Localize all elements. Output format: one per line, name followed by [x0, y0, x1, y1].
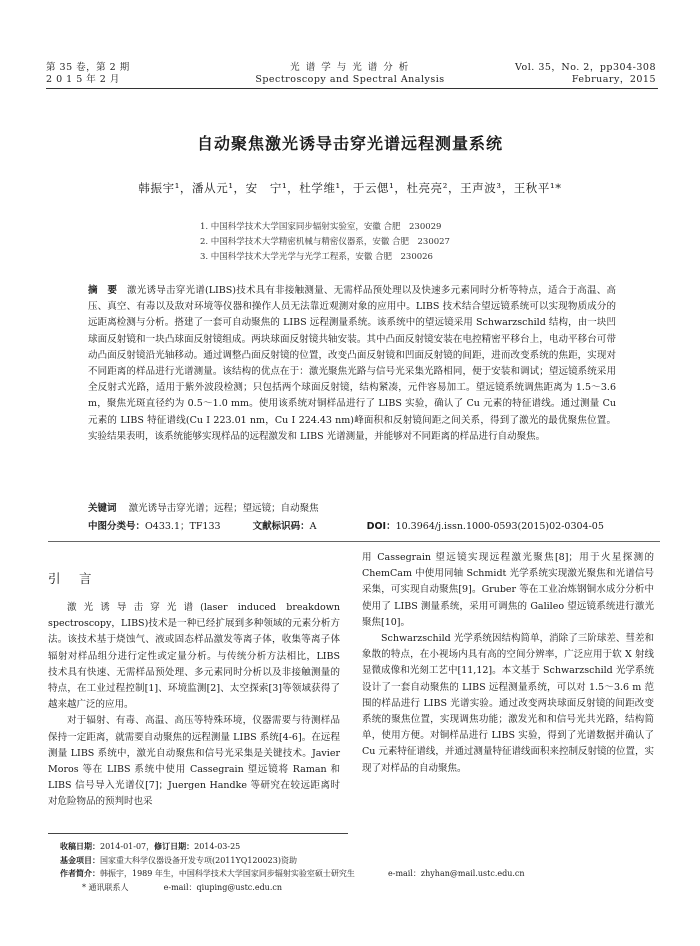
keywords — [88, 500, 319, 514]
doc-code-label: 文献标识码： — [252, 521, 310, 532]
abstract-divider — [48, 541, 660, 542]
footnotes — [60, 840, 660, 894]
corresponding-email: e-mail：qiuping@ustc.edu.cn — [163, 882, 283, 892]
affiliation-item: 3. 中国科学技术大学光学与光学工程系，安徽 合肥 230026 — [200, 252, 433, 262]
bio-email: e-mail：zhyhan@mail.ustc.edu.cn — [388, 869, 525, 878]
body-paragraph: 激光诱导击穿光谱(laser induced breakdown spectroscopy，LIBS)技术是一种已经扩展到多种领域的元素分析方法。该技术基于烧蚀气、液或固态样品激发等离子体，收集等离子体辐射对样品组分进行定性或定量分析。与传统分析方法相比，LIBS 技术具有快速、无需样品预处理、多元素同时分析以及非接触测量的特点，在工业过程控制[1]、环境监测[2]、太空探索[3]等领域获得了越来越广泛的应用。 — [48, 602, 340, 711]
body-paragraph: 对于辐射、有毒、高温、高压等特殊环境，仪器需要与待测样品保持一定距离，就需要自动聚焦的远程测量 LIBS 系统[4-6]。在远程测量 LIBS 系统中，激光自动聚焦和信号光采集是关键技术。Javier Moros 等在 LIBS 系统中使用 Cassegrain 望远镜将 Raman 和 LIBS 信号导入光谱仪[7]；Juergen Handke 等研究在较远距离时对危险物品的预判时也采 — [48, 715, 340, 808]
author-list: 韩振宇¹，潘从元¹，安 宁¹，杜学维¹，于云偲¹，杜亮亮²，王声波³，王秋平¹* — [138, 181, 562, 195]
doc-code-value: A — [309, 521, 317, 532]
header-journal-cn: 光 谱 学 与 光 谱 分 析 — [290, 62, 410, 73]
affiliation-item: 2. 中国科学技术大学精密机械与精密仪器系，安徽 合肥 230027 — [200, 237, 450, 247]
classification-line — [88, 518, 648, 532]
paper-title: 自动聚焦激光诱导击穿光谱远程测量系统 — [196, 134, 503, 153]
clc-label: 中图分类号： — [88, 521, 146, 532]
journal-volume-issue — [46, 62, 130, 86]
body-column-right — [362, 550, 654, 777]
doi-value: 10.3964/j.issn.1000-0593(2015)02-0304-05 — [395, 521, 604, 532]
fund-label: 基金项目： — [60, 855, 100, 865]
fund-text: 国家重大科学仪器设备开发专项(2011YQ120023)资助 — [100, 855, 297, 865]
header-month: February，2015 — [571, 74, 656, 85]
footnote-dates — [60, 840, 660, 854]
keywords-label: 关键词 — [88, 503, 117, 514]
revised-date: 2014-03-25 — [194, 842, 241, 851]
journal-name — [200, 62, 500, 86]
footnote-rule — [48, 833, 348, 834]
clc-value: O433.1；TF133 — [145, 521, 221, 532]
footnote-fund — [60, 854, 660, 868]
header-volume: 第 35 卷，第 2 期 — [46, 62, 130, 73]
header-rule — [46, 88, 658, 89]
doi-label: DOI： — [366, 521, 396, 532]
affiliation-item: 1. 中国科学技术大学国家同步辐射实验室，安徽 合肥 230029 — [200, 222, 442, 232]
footnote-corresponding — [60, 881, 660, 895]
affiliations — [200, 220, 450, 265]
abstract-label: 摘 要 — [88, 285, 118, 296]
abstract-text: 激光诱导击穿光谱(LIBS)技术具有非接触测量、无需样品预处理以及快速多元素同时分析等特点，适合于高温、高压、真空、有毒以及敌对环境等仪器和操作人员无法靠近观测对象的应用中。LIBS 技术结合望远镜系统可以实现物质成分的远距离检测与分析。搭建了一套可自动聚焦的 LIBS 远程测量系统。该系统中的望远镜采用 Schwarzschild 结构，由一块凹球面反射镜和一块凸球面反射镜组成。两块球面反射镜共轴安装。其中凸面反射镜安装在电控精密平移台上，电动平移台可带动凸面反射镜沿光轴移动。通过调整凸面反射镜的位置，改变凸面反射镜和凹面反射镜的间距，进而改变系统的焦距，实现对不同距离的样品进行光谱测量。该结构的优点在于：激光聚焦光路与信号光采集光路相同，便于安装和调试；望远镜系统采用全反射式光路，适用于紫外波段检测；只包括两个球面反射镜，结构紧凑，元件容易加工。望远镜系统调焦距离为 1.5～3.6 m，聚焦光斑直径约为 0.5～1.0 mm。使用该系统对铜样品进行了 LIBS 实验，确认了 Cu 元素的特征谱线。通过测量 Cu 元素的 LIBS 特征谱线(Cu Ⅰ 223.01 nm，Cu Ⅰ 224.43 nm)峰面积和反射镜间距之间关系，得到了激光的最优聚焦位置。实验结果表明，该系统能够实现样品的远程激发和 LIBS 光谱测量，并能够对不同距离的样品进行自动聚焦。 — [88, 285, 616, 442]
body-paragraph: Schwarzschild 光学系统因结构简单，消除了三阶球差、彗差和象散的特点，在小视场内具有高的空间分辨率，广泛应用于软 X 射线显微成像和光刻工艺中[11,12]。本文基于 Schwarzschild 光学系统设计了一套自动聚焦的 LIBS 远程测量系统，可以对 1.5～3.6 m 范围的样品进行 LIBS 光谱实验。通过改变两块球面反射镜的间距改变系统的聚焦位置，实现调焦功能；激发光和和信号光共光路，结构简单，使用方便。对铜样品进行 LIBS 实验，得到了光谱数据并确认了 Cu 元素特征谱线，并通过测量特征谱线面积来控制反射镜的位置，实现了对样品的自动聚焦。 — [362, 633, 654, 774]
header-date: 2 0 1 5 年 2 月 — [46, 74, 120, 85]
header-vol-pages: Vol. 35，No. 2，pp304-308 — [515, 62, 656, 73]
body-paragraph: 用 Cassegrain 望远镜实现远程激光聚焦[8]；用于火星探测的 ChemCam 中使用同轴 Schmidt 光学系统实现激光聚焦和光谱信号采集，可实现自动聚焦[9]。Gruber 等在工业冶炼钢铜水成分分析中使用了 LIBS 测量系统，采用可调焦的 Galileo 望远镜系统进行激光聚焦[10]。 — [362, 552, 654, 628]
journal-pages — [515, 62, 656, 86]
section-heading-introduction: 引 言 — [48, 571, 95, 586]
header-journal-en: Spectroscopy and Spectral Analysis — [255, 74, 445, 85]
keywords-text: 激光诱导击穿光谱；远程；望远镜；自动聚焦 — [128, 503, 319, 514]
abstract — [88, 283, 616, 445]
received-label: 收稿日期： — [60, 842, 100, 851]
revised-label: 修订日期： — [154, 842, 195, 851]
received-date: 2014-01-07， — [100, 842, 155, 851]
body-column-left — [48, 600, 340, 811]
footnote-author-bio — [60, 867, 660, 881]
bio-label: 作者简介： — [60, 869, 100, 878]
bio-text: 韩振宇，1989 年生，中国科学技术大学国家同步辐射实验室硕士研究生 — [100, 869, 355, 878]
corresponding-label: * 通讯联系人 — [82, 882, 129, 892]
